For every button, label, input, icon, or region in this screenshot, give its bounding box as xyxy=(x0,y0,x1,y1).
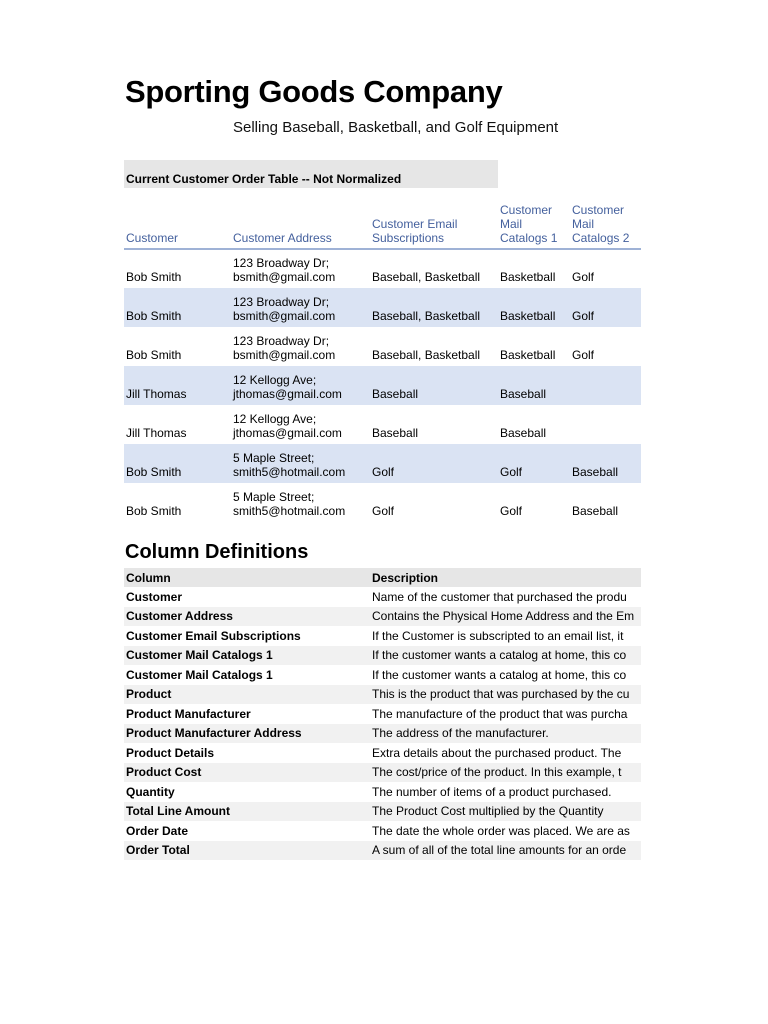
definition-row xyxy=(124,665,641,685)
address-street: 123 Broadway Dr; xyxy=(233,256,330,270)
header-customer: Customer xyxy=(124,198,231,249)
order-customer: Bob Smith xyxy=(126,348,182,362)
address-email: bsmith@gmail.com xyxy=(233,270,336,284)
header-mail-catalogs-2-text: Customer Mail Catalogs 2 xyxy=(572,203,630,245)
header-mail-catalogs-1 xyxy=(498,198,570,249)
order-row xyxy=(124,366,641,405)
definition-row xyxy=(124,587,641,607)
definition-description: Name of the customer that purchased the produ xyxy=(372,589,627,604)
order-mail-catalogs-1: Golf xyxy=(498,444,570,483)
order-row xyxy=(124,288,641,327)
order-mail-catalogs-1: Basketball xyxy=(498,288,570,327)
address-street: 5 Maple Street; xyxy=(233,451,315,465)
customer-order-table xyxy=(124,198,641,522)
order-email-subscriptions: Baseball xyxy=(372,426,419,440)
definition-column: Product Cost xyxy=(124,763,370,783)
definition-description: Extra details about the purchased product. The xyxy=(372,745,622,760)
definition-row xyxy=(124,802,641,822)
order-email-subscriptions: Baseball xyxy=(370,366,498,405)
order-address xyxy=(231,444,370,483)
definition-column: Customer Email Subscriptions xyxy=(126,628,301,643)
definition-row xyxy=(124,704,641,724)
definition-column: Total Line Amount xyxy=(124,802,370,822)
order-address xyxy=(231,483,370,522)
definition-row xyxy=(124,724,641,744)
order-mail-catalogs-1: Basketball xyxy=(500,270,556,284)
address-street: 12 Kellogg Ave; xyxy=(233,412,317,426)
definition-column: Order Total xyxy=(124,841,370,861)
definition-column: Customer Address xyxy=(124,607,370,627)
order-row xyxy=(124,483,641,522)
definition-row xyxy=(124,782,641,802)
header-email-subscriptions-text: Customer Email Subscriptions xyxy=(372,217,458,245)
order-row xyxy=(124,249,641,288)
definition-description: The Product Cost multiplied by the Quantity xyxy=(370,802,641,822)
definition-description: If the customer wants a catalog at home, this co xyxy=(372,667,627,682)
address-street: 123 Broadway Dr; xyxy=(233,334,330,348)
page-title: Sporting Goods Company xyxy=(125,74,503,109)
definition-row xyxy=(124,646,641,666)
address-street: 123 Broadway Dr; xyxy=(233,295,330,309)
order-mail-catalogs-2: Baseball xyxy=(572,504,619,518)
definition-description: The manufacture of the product that was purcha xyxy=(372,706,628,721)
definition-column: Product Manufacturer xyxy=(126,706,251,721)
order-email-subscriptions: Golf xyxy=(372,504,395,518)
definition-row xyxy=(124,607,641,627)
definition-column: Product Details xyxy=(126,745,215,760)
definition-column: Order Date xyxy=(126,823,189,838)
address-email: bsmith@gmail.com xyxy=(233,348,336,362)
definition-row xyxy=(124,685,641,705)
order-address xyxy=(231,288,370,327)
definition-description: Contains the Physical Home Address and the Em xyxy=(370,607,641,627)
definition-description: The number of items of a product purchased. xyxy=(372,784,612,799)
definition-column: Product Manufacturer Address xyxy=(124,724,370,744)
definition-column: Quantity xyxy=(126,784,175,799)
definition-description: The date the whole order was placed. We are as xyxy=(372,823,630,838)
order-customer: Bob Smith xyxy=(124,288,231,327)
definition-description: The cost/price of the product. In this example, t xyxy=(370,763,641,783)
definition-description: A sum of all of the total line amounts for an orde xyxy=(370,841,641,861)
definition-column: Product xyxy=(124,685,370,705)
order-mail-catalogs-2: Golf xyxy=(570,288,641,327)
column-definitions-table xyxy=(124,568,641,860)
order-customer: Bob Smith xyxy=(126,504,182,518)
order-customer: Bob Smith xyxy=(126,270,182,284)
definition-row xyxy=(124,763,641,783)
definition-column: Customer Mail Catalogs 1 xyxy=(124,646,370,666)
order-email-subscriptions: Baseball, Basketball xyxy=(372,270,481,284)
order-customer: Jill Thomas xyxy=(126,426,187,440)
order-email-subscriptions: Golf xyxy=(370,444,498,483)
order-row xyxy=(124,444,641,483)
definition-column: Customer xyxy=(126,589,183,604)
column-definitions-title: Column Definitions xyxy=(125,541,309,563)
definition-row xyxy=(124,743,641,763)
order-mail-catalogs-1: Golf xyxy=(500,504,523,518)
order-customer: Jill Thomas xyxy=(124,366,231,405)
order-mail-catalogs-2: Baseball xyxy=(570,444,641,483)
order-mail-catalogs-1: Baseball xyxy=(498,366,570,405)
order-mail-catalogs-1: Basketball xyxy=(500,348,556,362)
order-email-subscriptions: Baseball, Basketball xyxy=(372,348,481,362)
header-column: Column xyxy=(124,568,370,587)
order-mail-catalogs-2: Golf xyxy=(572,270,595,284)
order-row xyxy=(124,405,641,444)
definitions-header-row xyxy=(124,568,641,587)
address-email: smith5@hotmail.com xyxy=(233,504,346,518)
definition-row xyxy=(124,841,641,861)
order-address xyxy=(231,405,370,444)
address-email: jthomas@gmail.com xyxy=(233,387,342,401)
definition-description: If the customer wants a catalog at home, this co xyxy=(370,646,641,666)
header-mail-catalogs-1-text: Customer Mail Catalogs 1 xyxy=(500,203,558,245)
order-address xyxy=(231,249,370,288)
definition-description: The address of the manufacturer. xyxy=(370,724,641,744)
order-table-caption: Current Customer Order Table -- Not Normalized xyxy=(124,160,498,188)
header-customer-address: Customer Address xyxy=(231,198,370,249)
order-email-subscriptions: Baseball, Basketball xyxy=(370,288,498,327)
address-street: 12 Kellogg Ave; xyxy=(233,373,317,387)
header-description: Description xyxy=(370,568,641,587)
definition-description: This is the product that was purchased by the cu xyxy=(370,685,641,705)
address-email: bsmith@gmail.com xyxy=(233,309,336,323)
address-email: smith5@hotmail.com xyxy=(233,465,346,479)
order-mail-catalogs-2 xyxy=(570,405,641,444)
header-email-subscriptions xyxy=(370,198,498,249)
order-address xyxy=(231,366,370,405)
order-mail-catalogs-2: Golf xyxy=(572,348,595,362)
order-table-header-row xyxy=(124,198,641,249)
definition-column: Customer Mail Catalogs 1 xyxy=(126,667,273,682)
header-mail-catalogs-2 xyxy=(570,198,641,249)
definition-row xyxy=(124,821,641,841)
definition-description: If the Customer is subscripted to an email list, it xyxy=(372,628,624,643)
order-address xyxy=(231,327,370,366)
order-mail-catalogs-2 xyxy=(570,366,641,405)
order-row xyxy=(124,327,641,366)
definition-row xyxy=(124,626,641,646)
order-mail-catalogs-1: Baseball xyxy=(500,426,547,440)
address-email: jthomas@gmail.com xyxy=(233,426,342,440)
address-street: 5 Maple Street; xyxy=(233,490,315,504)
page-subtitle: Selling Baseball, Basketball, and Golf Equipment xyxy=(233,119,559,136)
order-customer: Bob Smith xyxy=(124,444,231,483)
